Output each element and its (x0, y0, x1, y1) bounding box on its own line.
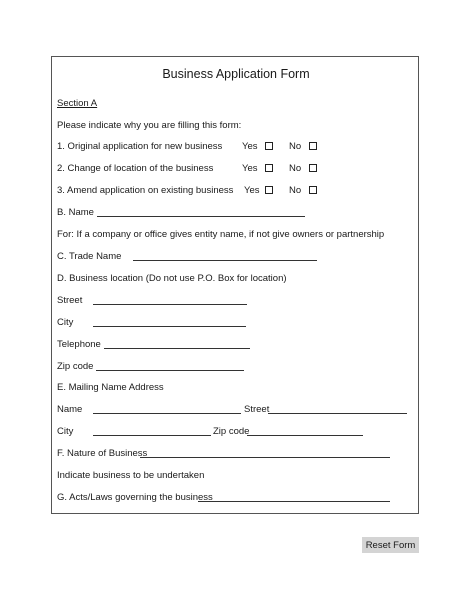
reason-3-yes-checkbox[interactable] (265, 186, 273, 194)
reason-3-no-label: No (289, 185, 302, 196)
nature-of-business-label: F. Nature of Business (57, 448, 148, 459)
street-field[interactable] (93, 295, 247, 305)
nature-of-business-field[interactable] (140, 448, 390, 458)
mailing-zip-field[interactable] (247, 426, 363, 436)
reason-3-label: 3. Amend application on existing business (57, 185, 234, 196)
city-field[interactable] (93, 317, 246, 327)
mailing-city-label: City (57, 426, 74, 437)
form-title: Business Application Form (162, 67, 310, 81)
telephone-field[interactable] (104, 339, 250, 349)
reason-2-no-checkbox[interactable] (309, 164, 317, 172)
zip-code-label: Zip code (57, 361, 94, 372)
reason-1-yes-checkbox[interactable] (265, 142, 273, 150)
reason-2-yes-label: Yes (242, 163, 258, 174)
mailing-name-field[interactable] (93, 404, 241, 414)
mailing-street-label: Street (244, 404, 270, 415)
reason-1-no-checkbox[interactable] (309, 142, 317, 150)
business-location-heading: D. Business location (Do not use P.O. Box for location) (57, 273, 287, 284)
mailing-name-label: Name (57, 404, 83, 415)
reason-2-no-label: No (289, 163, 302, 174)
name-label: B. Name (57, 207, 94, 218)
business-application-form (51, 56, 419, 514)
mailing-zip-label: Zip code (213, 426, 250, 437)
trade-name-field[interactable] (133, 251, 317, 261)
indicate-business-text: Indicate business to be undertaken (57, 470, 205, 481)
acts-laws-label: G. Acts/Laws governing the business (57, 492, 213, 503)
reason-2-label: 2. Change of location of the business (57, 163, 214, 174)
acts-laws-field[interactable] (198, 492, 390, 502)
entity-note: For: If a company or office gives entity name, if not give owners or partnership (57, 229, 385, 240)
section-a-heading: Section A (57, 98, 98, 109)
trade-name-label: C. Trade Name (57, 251, 122, 262)
instruction-text: Please indicate why you are filling this form: (57, 120, 242, 131)
city-label: City (57, 317, 74, 328)
reset-form-button[interactable]: Reset Form (362, 537, 419, 553)
zip-code-field[interactable] (96, 361, 244, 371)
reason-1-no-label: No (289, 141, 302, 152)
reason-1-yes-label: Yes (242, 141, 258, 152)
street-label: Street (57, 295, 83, 306)
name-field[interactable] (97, 207, 305, 217)
reason-2-yes-checkbox[interactable] (265, 164, 273, 172)
reason-3-yes-label: Yes (244, 185, 260, 196)
mailing-address-heading: E. Mailing Name Address (57, 382, 164, 393)
mailing-street-field[interactable] (268, 404, 407, 414)
mailing-city-field[interactable] (93, 426, 211, 436)
reason-1-label: 1. Original application for new business (57, 141, 223, 152)
reason-3-no-checkbox[interactable] (309, 186, 317, 194)
telephone-label: Telephone (57, 339, 101, 350)
